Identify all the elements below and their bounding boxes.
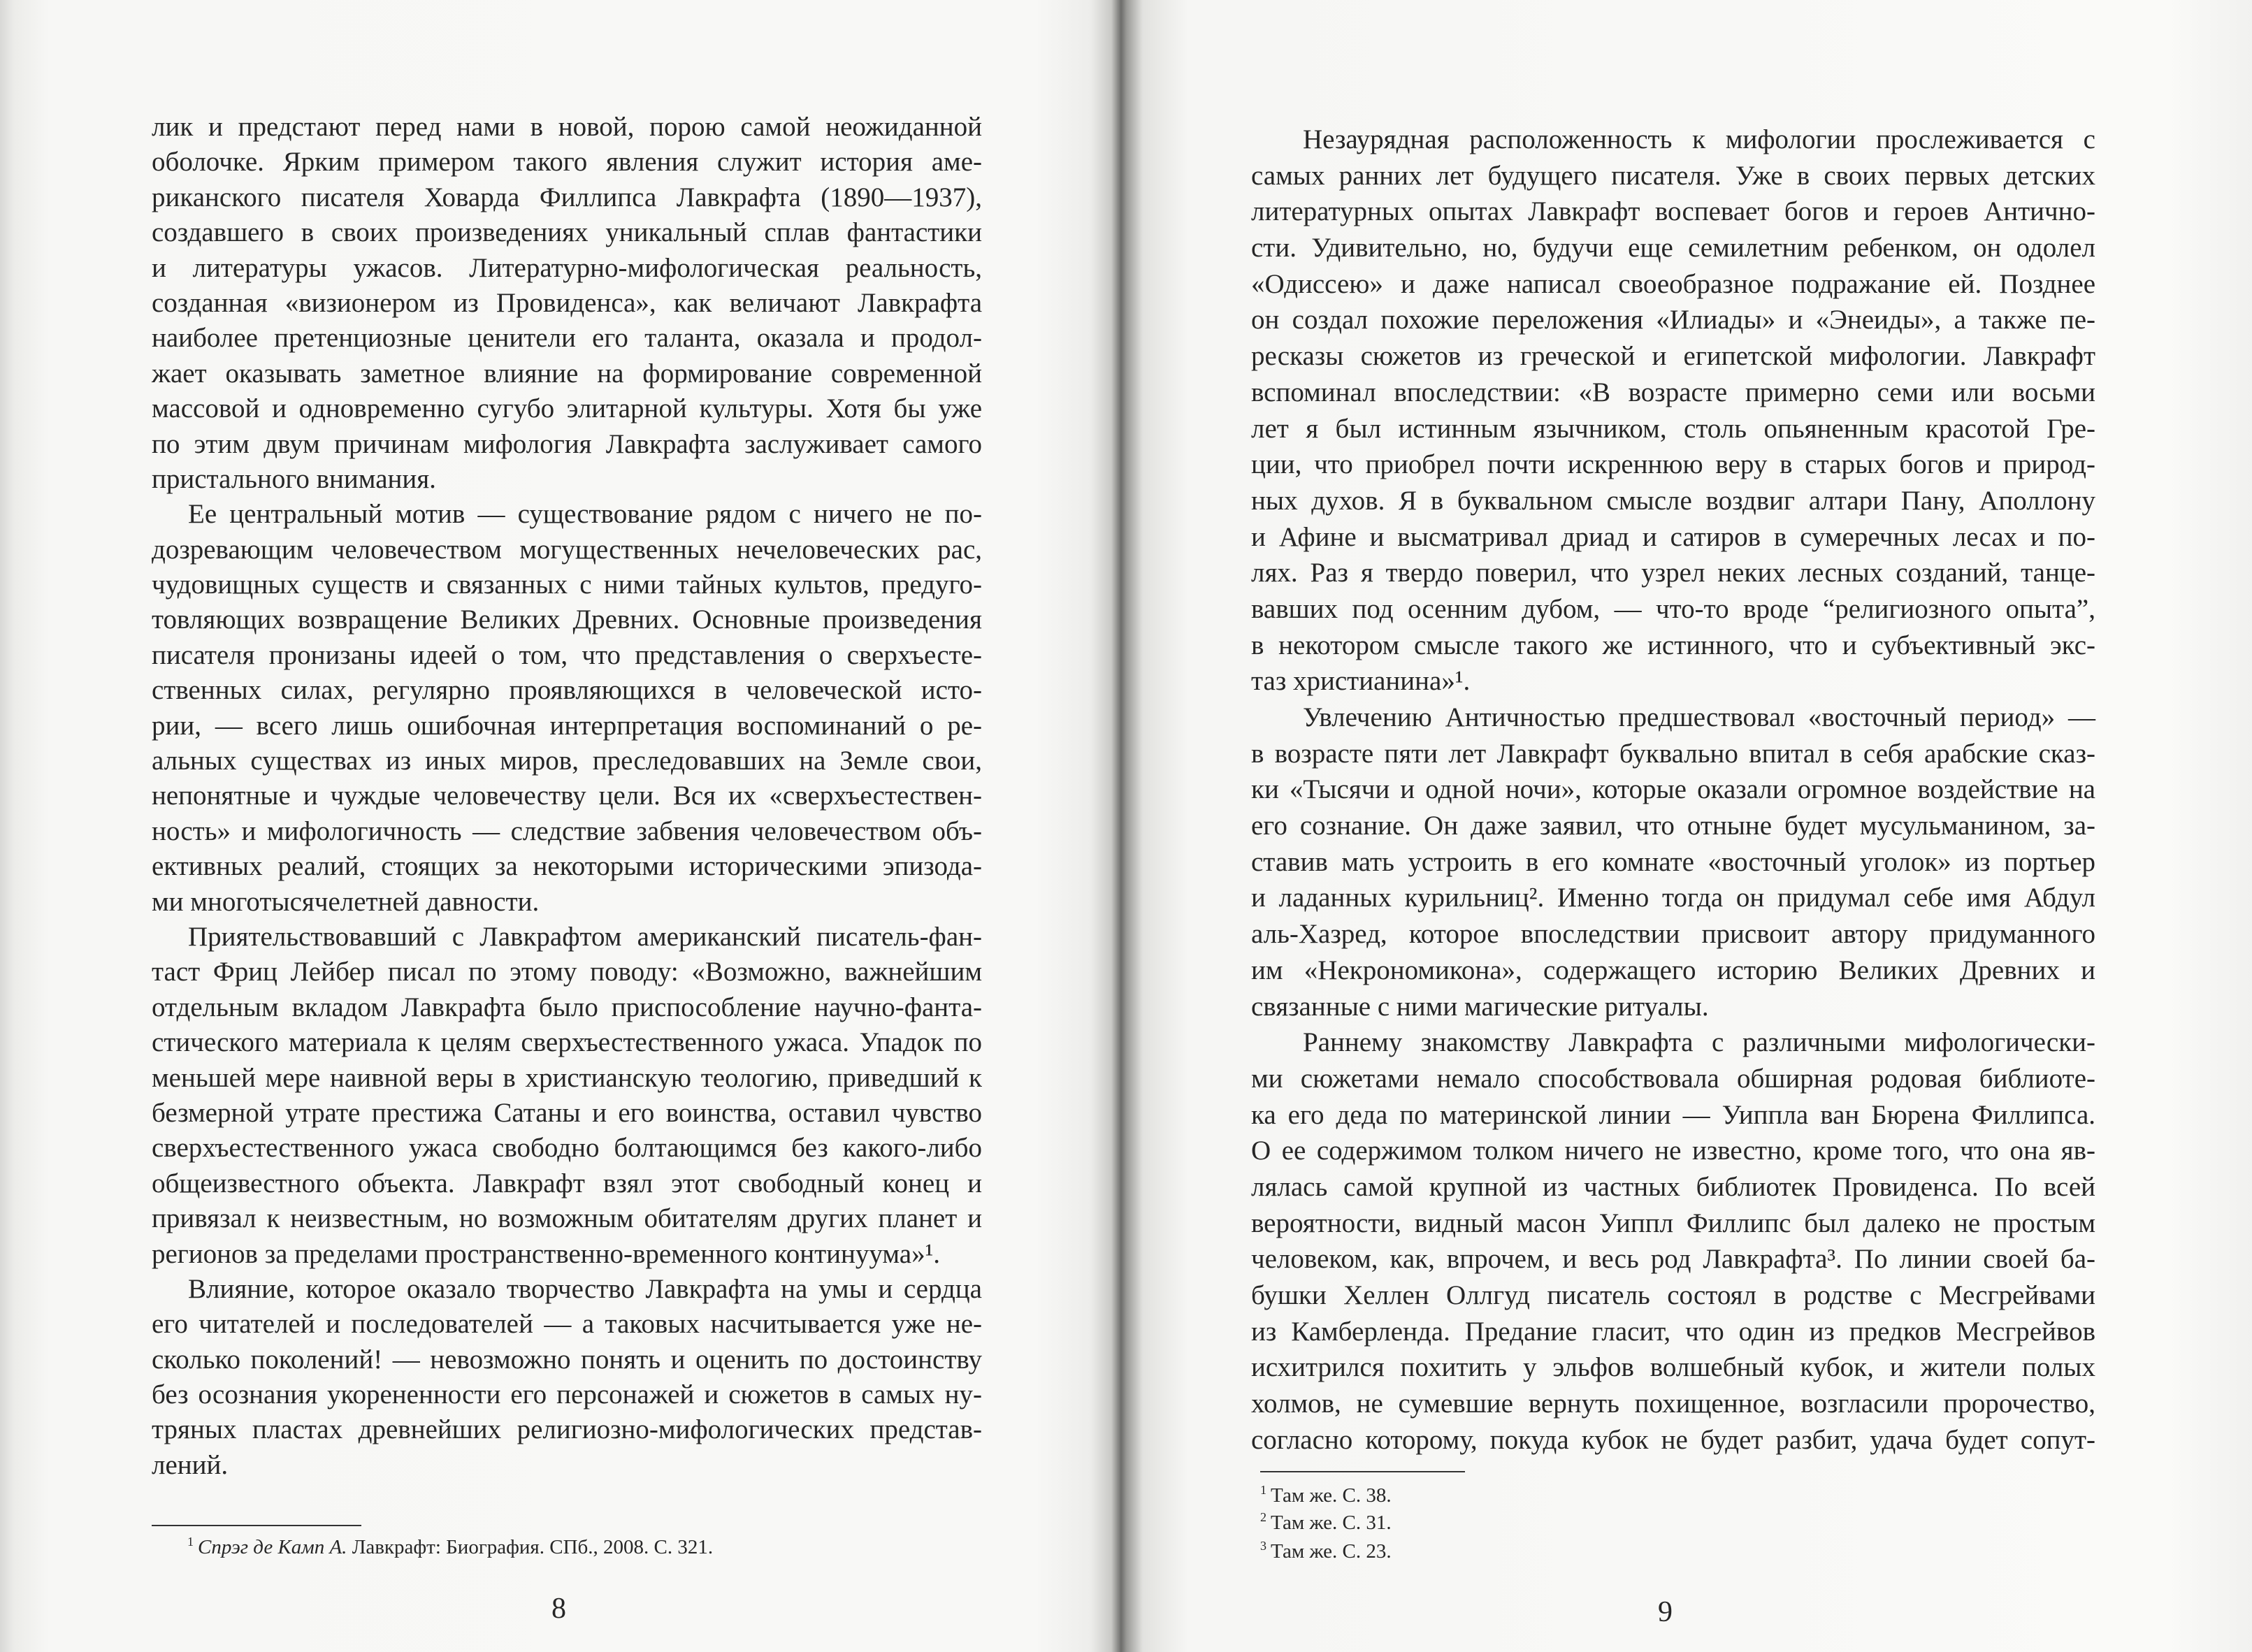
text-line: товляющих возвращение Великих Древних. Основные произведения — [152, 604, 982, 635]
text-line: таз христианина»¹. — [1251, 666, 1471, 697]
text-line: лет я был истинным язычником, столь опьяненным красотой Гре- — [1251, 413, 2095, 444]
footnote-divider — [152, 1525, 361, 1526]
text-line: его сознание. Он даже заявил, что отныне будет мусульманином, за- — [1251, 811, 2095, 841]
text-line: ми многотысячелетней давности. — [152, 886, 540, 917]
footnote-mark: 1 — [187, 1535, 194, 1549]
text-line: ки «Тысячи и одной ночи», которые оказали огромное воздействие на — [1251, 774, 2095, 805]
text-line: сти. Удивительно, но, будучи еще семилетним ребенком, он одолел — [1251, 233, 2095, 263]
text-line: им «Некрономикона», содержащего историю Великих Древних и — [1251, 955, 2095, 985]
text-line: дозревающим человечеством могущественных нечеловеческих рас, — [152, 534, 982, 565]
paragraph — [1251, 1024, 2095, 1458]
footnote-mark: 2 — [1260, 1510, 1266, 1524]
text-line: оболочке. Ярким примером такого явления служит история аме- — [152, 147, 982, 177]
text-line: исхитрился похитить у эльфов волшебный кубок, и жители полых — [1251, 1352, 2095, 1383]
text-line: Незаурядная расположенность к мифологии прослеживается с — [1303, 124, 2095, 154]
text-line: О ее содержимом толком ничего не известно, кроме того, что она яв- — [1251, 1136, 2095, 1166]
paragraph — [152, 1272, 982, 1483]
text-line: и литературы ужасов. Литературно-мифологическая реальность, — [152, 252, 982, 283]
text-line: сверхъестественного ужаса свободно болтающимся без какого-либо — [152, 1133, 982, 1164]
text-line: привязал к неизвестным, но возможным обитателям других планет и — [152, 1203, 982, 1234]
text-line: из Камберленда. Предание гласит, что один из предков Месгрейвов — [1251, 1316, 2095, 1347]
footnote-text: Там же. С. 23. — [1271, 1540, 1392, 1563]
text-line: лик и предстают перед нами в новой, порою самой неожиданной — [152, 112, 982, 142]
text-line: ресказы сюжетов из греческой и египетской мифологии. Лавкрафт — [1251, 341, 2095, 372]
right-page-body — [1251, 122, 2095, 1458]
text-line: вероятности, видный масон Уиппл Филлипс был далеко не простым — [1251, 1208, 2095, 1238]
text-line: чудовищных существ и связанных с ними тайных культов, предуго- — [152, 570, 982, 600]
footnote-text: Лавкрафт: Биография. СПб., 2008. С. 321. — [347, 1536, 714, 1558]
text-line: ка его деда по материнской линии — Уиппла ван Бюрена Филлипса. — [1251, 1099, 2095, 1130]
text-line: лялась самой крупной из частных библиотек Провиденса. По всей — [1251, 1171, 2095, 1202]
left-page-body — [152, 110, 982, 1483]
text-line: вспоминал впоследствии: «В возрасте примерно семи или восьми — [1251, 377, 2095, 407]
text-line: без осознания укорененности его персонажей и сюжетов в самых ну- — [152, 1379, 982, 1410]
text-line: бушки Хеллен Оллгуд писатель состоял в родстве с Месгрейвами — [1251, 1280, 2095, 1310]
page-number: 9 — [1658, 1596, 1673, 1628]
text-line: ственных силах, регулярно проявляющихся в человеческой исто- — [152, 675, 982, 706]
text-line: ми сюжетами немало способствовала обширная родовая библиоте- — [1251, 1063, 2095, 1094]
footnote — [1260, 1484, 1392, 1507]
text-line: по этим двум причинам мифология Лавкрафта заслуживает самого — [152, 428, 982, 459]
text-line: массовой и одновременно сугубо элитарной культуры. Хотя бы уже — [152, 393, 982, 424]
footnote-divider — [1260, 1471, 1465, 1472]
text-line: Приятельствовавший с Лавкрафтом американский писатель-фан- — [188, 921, 982, 952]
text-line: ективных реалий, стоящих за некоторыми историческими эпизода- — [152, 851, 982, 882]
page-number: 8 — [551, 1593, 566, 1625]
text-line: ции, что приобрел почти искреннюю веру в старых богов и природ- — [1251, 449, 2095, 480]
paragraph — [152, 920, 982, 1272]
text-line: риканского писателя Ховарда Филлипса Лавкрафта (1890—1937), — [152, 182, 982, 212]
paragraph — [1251, 700, 2095, 1024]
text-line: аль-Хазред, которое впоследствии присвоит автору придуманного — [1251, 919, 2095, 950]
text-line: ставив мать устроить в его комнате «восточный уголок» из портьер — [1251, 846, 2095, 877]
text-line: и Афине и высматривал дриад и сатиров в сумеречных лесах и по- — [1251, 521, 2095, 552]
text-line: литературных опытах Лавкрафт воспевает богов и героев Антично- — [1251, 196, 2095, 227]
text-line: регионов за пределами пространственно-временного континуума»¹. — [152, 1238, 941, 1269]
text-line: создавшего в своих произведениях уникальный сплав фантастики — [152, 217, 982, 248]
text-line: писателя пронизаны идеей о том, что представления о сверхъесте- — [152, 639, 982, 670]
text-line: сколько поколений! — невозможно понять и оценить по достоинству — [152, 1344, 982, 1375]
text-line: в возрасте пяти лет Лавкрафт буквально впитал в себя арабские сказ- — [1251, 738, 2095, 769]
text-line: стического материала к целям сверхъестественного ужаса. Упадок по — [152, 1027, 982, 1058]
text-line: холмов, не сумевшие вернуть похищенное, возгласили пророчество, — [1251, 1389, 2095, 1419]
footnote — [1260, 1512, 1392, 1535]
footnote-author: Спрэг де Камп А. — [198, 1536, 347, 1558]
text-line: пристального внимания. — [152, 463, 436, 494]
footnote-text: Там же. С. 31. — [1271, 1512, 1392, 1534]
text-line: непонятные и чуждые человечеству цели. Вся их «сверхъестествен- — [152, 781, 982, 811]
text-line: Ее центральный мотив — существование рядом с ничего не по- — [188, 499, 982, 530]
paragraph — [152, 110, 982, 497]
text-line: ность» и мифологичность — следствие забвения человечеством объ- — [152, 816, 982, 846]
text-line: в некотором смысле такого же истинного, что и субъективный экс- — [1251, 630, 2095, 660]
text-line: и ладанных курильниц². Именно тогда он придумал себе имя Абдул — [1251, 883, 2095, 913]
text-line: человеком, как, впрочем, и весь род Лавкрафта³. По линии своей ба- — [1251, 1244, 2095, 1275]
text-line: согласно которому, покуда кубок не будет разбит, удача будет сопут- — [1251, 1424, 2095, 1455]
text-line: Влияние, которое оказало творчество Лавкрафта на умы и сердца — [188, 1273, 982, 1304]
text-line: Увлечению Античностью предшествовал «восточный период» — — [1303, 702, 2095, 732]
text-line: вавших под осенним дубом, — что-то вроде “религиозного опыта”, — [1251, 593, 2095, 624]
paragraph — [1251, 122, 2095, 700]
text-line: рии, — всего лишь ошибочная интерпретация воспоминаний о ре- — [152, 710, 982, 741]
text-line: связанные с ними магические ритуалы. — [1251, 991, 1709, 1022]
paragraph — [152, 497, 982, 920]
text-line: общеизвестного объекта. Лавкрафт взял этот свободный конец и — [152, 1168, 982, 1198]
text-line: наиболее претенциозные ценители его таланта, оказала и продол- — [152, 323, 982, 354]
text-line: безмерной утрате престижа Сатаны и его воинства, оставил чувство — [152, 1097, 982, 1128]
text-line: он создал похожие переложения «Илиады» и «Энеиды», а также пе- — [1251, 305, 2095, 335]
footnote-mark: 3 — [1260, 1539, 1266, 1553]
text-line: созданная «визионером из Провиденса», как величают Лавкрафта — [152, 287, 982, 318]
text-line: альных существах из иных миров, преследовавших на Земле свои, — [152, 746, 982, 776]
text-line: таст Фриц Лейбер писал по этому поводу: «Возможно, важнейшим — [152, 957, 982, 987]
text-line: лях. Раз я твердо поверил, что узрел неких лесных созданий, танце- — [1251, 558, 2095, 588]
text-line: меньшей мере наивной веры в христианскую теологию, приведший к — [152, 1062, 982, 1093]
text-line: отдельным вкладом Лавкрафта было приспособление научно-фанта- — [152, 992, 982, 1022]
footnote-text: Там же. С. 38. — [1271, 1484, 1392, 1507]
footnote-mark: 1 — [1260, 1483, 1266, 1497]
text-line: ных духов. Я в буквальном смысле воздвиг алтари Пану, Аполлону — [1251, 485, 2095, 516]
right-page — [1125, 0, 2252, 1652]
text-line: тряных пластах древнейших религиозно-мифологических представ- — [152, 1414, 982, 1445]
text-line: его читателей и последователей — а таковых насчитывается уже не- — [152, 1309, 982, 1340]
text-line: лений. — [152, 1449, 229, 1480]
footnote — [187, 1536, 713, 1559]
left-page — [0, 0, 1118, 1652]
text-line: самых ранних лет будущего писателя. Уже в своих первых детских — [1251, 160, 2095, 191]
text-line: «Одиссею» и даже написал своеобразное подражание ей. Позднее — [1251, 268, 2095, 299]
footnote — [1260, 1540, 1392, 1563]
text-line: Раннему знакомству Лавкрафта с различными мифологически- — [1303, 1027, 2095, 1058]
text-line: жает оказывать заметное влияние на формирование современной — [152, 358, 982, 389]
